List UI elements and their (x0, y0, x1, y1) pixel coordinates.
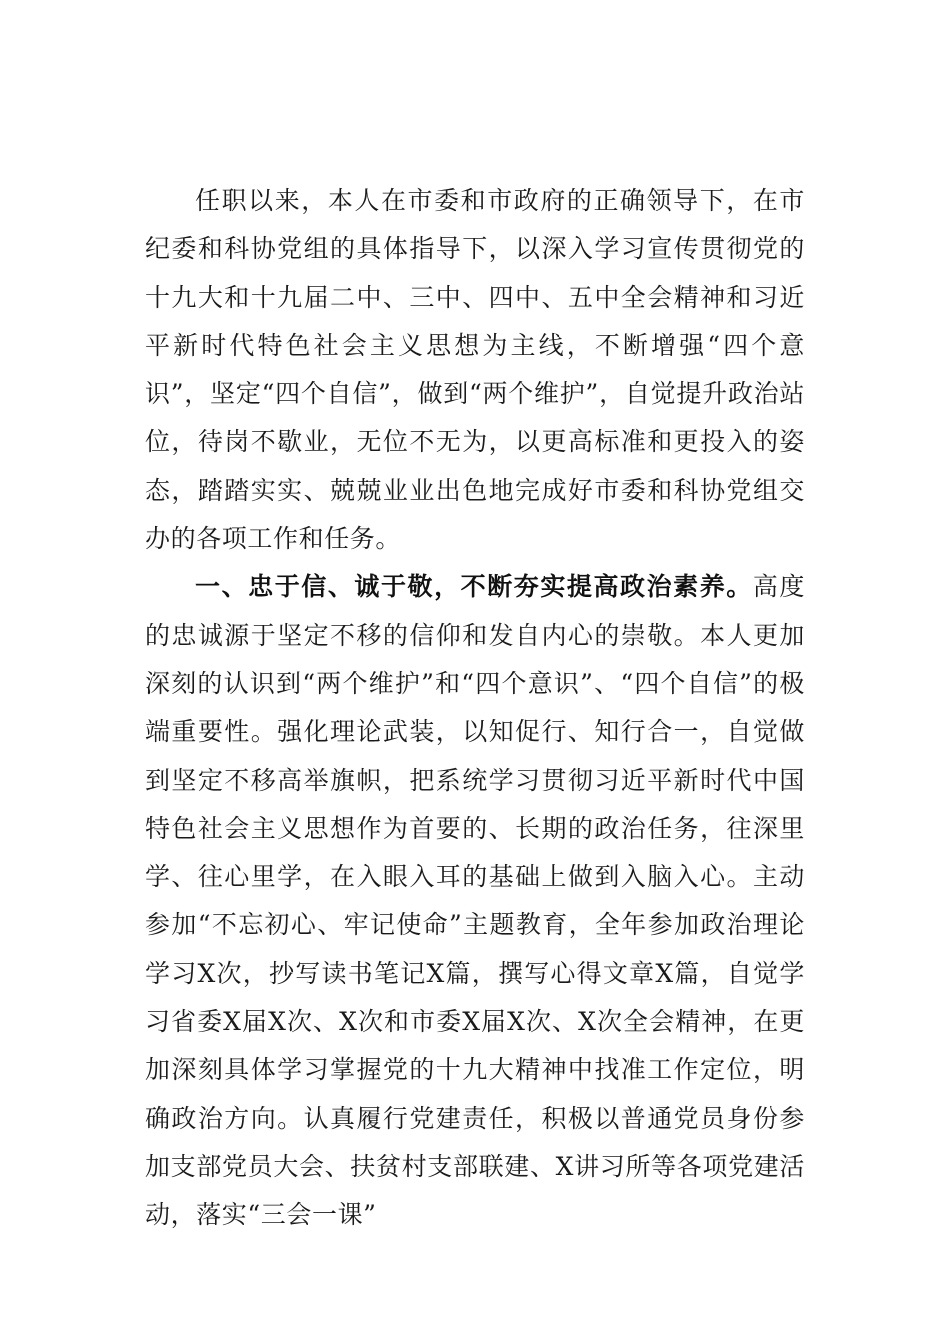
paragraph-intro (145, 177, 805, 563)
paragraph-intro-text: 任职以来，本人在市委和市政府的正确领导下，在市纪委和科协党组的具体指导下，以深入学习宣传贯彻党的十九大和十九届二中、三中、四中、五中全会精神和习近平新时代特色社会主义思想为主线，不断增强“四个意识”，坚定“四个自信”，做到“两个维护”，自觉提升政治站位，待岗不歇业，无位不无为，以更高标准和更投入的姿态，踏踏实实、兢兢业业出色地完成好市委和科协党组交办的各项工作和任务。 (145, 186, 805, 554)
section-1-text: 高度的忠诚源于坚定不移的信仰和发自内心的崇敬。本人更加深刻的认识到“两个维护”和“四个意识”、“四个自信”的极端重要性。强化理论武装，以知促行、知行合一，自觉做到坚定不移高举旗帜，把系统学习贯彻习近平新时代中国特色社会主义思想作为首要的、长期的政治任务，往深里学、往心里学，在入眼入耳的基础上做到入脑入心。主动参加“不忘初心、牢记使命”主题教育，全年参加政治理论学习X次，抄写读书笔记X篇，撰写心得文章X篇，自觉学习省委X届X次、X次和市委X届X次、X次全会精神，在更加深刻具体学习掌握党的十九大精神中找准工作定位，明确政治方向。认真履行党建责任，积极以普通党员身份参加支部党员大会、扶贫村支部联建、X讲习所等各项党建活动，落实“三会一课” (145, 572, 805, 1230)
paragraph-section-1 (145, 563, 805, 1239)
document-body (145, 177, 805, 1240)
section-1-heading: 一、忠于信、诚于敬，不断夯实提高政治素养。 (195, 572, 753, 602)
